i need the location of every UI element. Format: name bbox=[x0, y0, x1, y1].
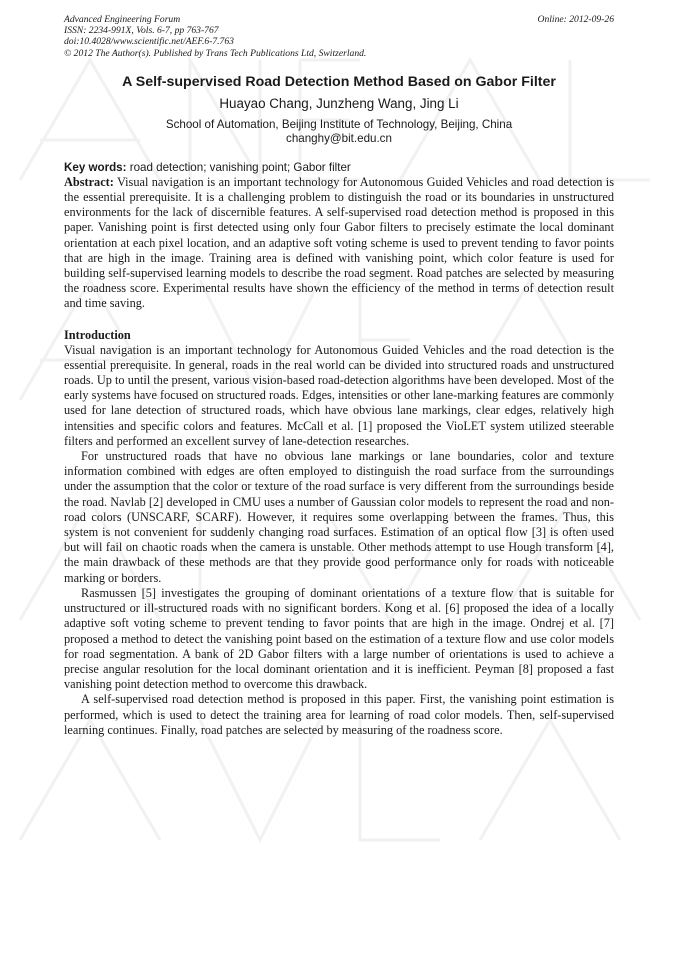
keywords-text: road detection; vanishing point; Gabor filter bbox=[126, 160, 351, 174]
intro-paragraph-4: A self-supervised road detection method is proposed in this paper. First, the vanishing point estimation is performed, which is used to detect the training area for learning of road color models. Then, self-supervised learning continues. Finally, road patches are selected by measuring of the roadness score. bbox=[64, 692, 614, 737]
journal-doi[interactable]: doi:10.4028/www.scientific.net/AEF.6-7.763 bbox=[64, 36, 234, 48]
abstract-label: Abstract: bbox=[64, 174, 114, 189]
paper-content bbox=[64, 14, 614, 738]
author-affiliation-block bbox=[64, 118, 614, 147]
intro-paragraph-3: Rasmussen [5] investigates the grouping of dominant orientations of a texture flow that is suitable for unstructured or ill-structured roads with no significant borders. Kong et al. [6] proposed the idea of a locally adaptive soft voting scheme to prevent tending to favor points that are high in the image. Ondrej et al. [7] proposed a method to detect the vanishing point based on the estimation of a texture flow and use color models for road segmentation. A bank of 2D Gabor filters with a large number of orientations is used to achieve a precise angular resolution for the local dominant orientation and it is inefficient. Peyman [8] proposed a fast vanishing point detection method to overcome this drawback. bbox=[64, 585, 614, 692]
paper-authors: Huayao Chang, Junzheng Wang, Jing Li bbox=[219, 95, 459, 111]
keywords-label: Key words: bbox=[64, 160, 127, 174]
journal-issn: ISSN: 2234-991X, Vols. 6-7, pp 763-767 bbox=[64, 25, 219, 37]
abstract bbox=[64, 175, 614, 312]
journal-header bbox=[64, 14, 614, 59]
paper-title: A Self-supervised Road Detection Method Based on Gabor Filter bbox=[122, 73, 556, 90]
intro-paragraph-2: For unstructured roads that have no obvious lane markings or lane boundaries, color and texture information combined with edges are often employed to distinguish the road surface from the surroundings under the assumption that the color or texture of the road surface is very different from the surroundings beside the road. Navlab [2] developed in CMU uses a number of Gaussian color models to represent the road and non-road colors (UNSCARF, SCARF). However, it requires some overlapping between the frames. Thus, this system is not convenient for suddenly changing road surfaces. Estimation of an optical flow [3] is often used but will fail on chaotic roads when the camera is unstable. Other methods attempt to use Hough transform [4], the main drawback of these methods are that they provide good performance only for roads with noticeable marking or borders. bbox=[64, 449, 614, 585]
affiliation: School of Automation, Beijing Institute of Technology, Beijing, China bbox=[165, 117, 513, 131]
section-heading-introduction: Introduction bbox=[64, 327, 131, 342]
intro-paragraph-1: Visual navigation is an important technology for Autonomous Guided Vehicles and the road detection is the essential prerequisite. In general, roads in the real world can be divided into structured roads and unstructured roads. Up to until the present, various vision-based road-detection algorithms have been developed. Most of the early systems have focused on structured roads. Edges, intensities or other lane-marking features are commonly used for lane detection of structured roads, which have obvious lane markings, clear edges, relatively high intensities and specific colors and features. McCall et al. [1] proposed the VioLET system utilized steerable filters and performed an excellent survey of lane-detection researches. bbox=[64, 342, 614, 448]
online-date: Online: 2012-09-26 bbox=[537, 14, 614, 25]
abstract-text: Visual navigation is an important technology for Autonomous Guided Vehicles and road detection is the essential prerequisite. It is a challenging problem to distinguish the road or its boundaries in unstructured environments for the lack of discernible features. A self-supervised road detection method is proposed in this paper. Vanishing point is first detected using only four Gabor filters to precisely estimate the local dominant orientation at each pixel location, and an adaptive soft voting scheme is used to prevent tending to favor points that are high in the image. Training area is defined with vanishing point, which color feature is used for building self-supervised learning models to describe the road segment. Road patches are selected by measuring the roadness score. Experimental results have shown the efficiency of the method in terms of detection result and time saving. bbox=[64, 174, 614, 311]
copyright-notice: © 2012 The Author(s). Published by Trans Tech Publications Ltd, Switzerland. bbox=[64, 47, 367, 59]
keywords bbox=[64, 161, 614, 175]
author-email[interactable]: changhy@bit.edu.cn bbox=[286, 132, 392, 146]
journal-name: Advanced Engineering Forum bbox=[64, 14, 181, 25]
